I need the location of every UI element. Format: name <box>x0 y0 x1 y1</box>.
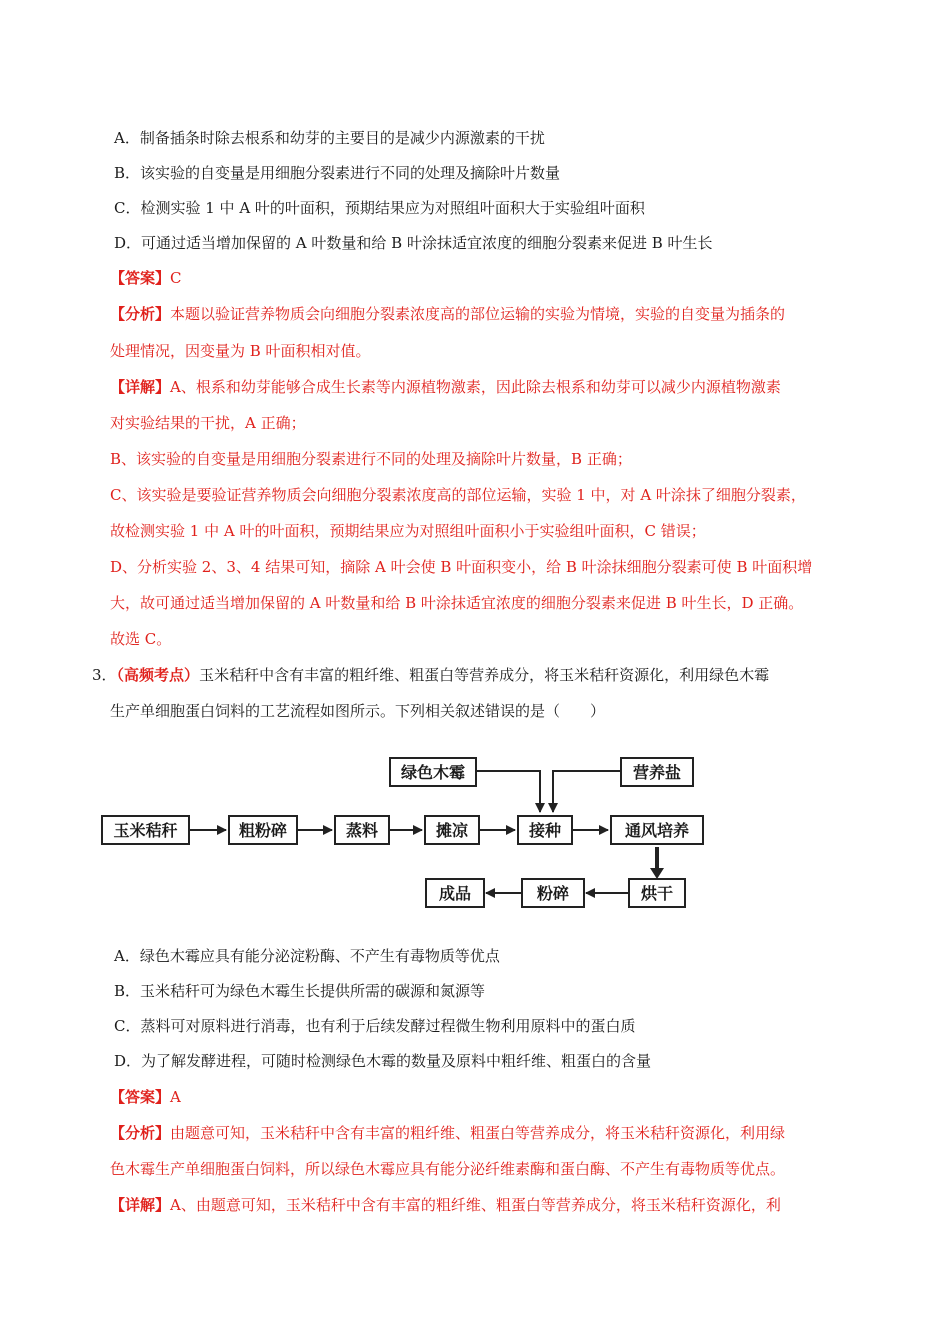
q3-option-a: A．绿色木霉应具有能分泌淀粉酶、不产生有毒物质等优点 <box>114 947 500 965</box>
q3-analysis-line-2: 色木霉生产单细胞蛋白饲料，所以绿色木霉应具有能分泌纤维素酶和蛋白酶、不产生有毒物质等优点。 <box>110 1160 786 1178</box>
detail-text: A、根系和幼芽能够合成生长素等内源植物激素，因此除去根系和幼芽可以减少内源植物激素 <box>170 378 781 396</box>
box-coarse-crush: 粗粉碎 <box>228 815 298 845</box>
q2-option-b: B．该实验的自变量是用细胞分裂素进行不同的处理及摘除叶片数量 <box>114 164 561 182</box>
q2-detail-line-3: B、该实验的自变量是用细胞分裂素进行不同的处理及摘除叶片数量，B 正确； <box>110 450 632 468</box>
box-corn-stalk: 玉米秸秆 <box>101 815 190 845</box>
answer-value: A <box>170 1088 181 1106</box>
q2-detail-line-4: C、该实验是要验证营养物质会向细胞分裂素浓度高的部位运输，实验 1 中，对 A 叶涂抹了细胞分裂素， <box>110 486 806 504</box>
box-product: 成品 <box>425 878 485 908</box>
box-nutrient-salt: 营养盐 <box>620 757 694 787</box>
box-dry: 烘干 <box>628 878 686 908</box>
answer-value: C <box>170 269 182 287</box>
detail-tag: 【详解】 <box>110 1196 171 1214</box>
analysis-text: 由题意可知，玉米秸秆中含有丰富的粗纤维、粗蛋白等营养成分，将玉米秸秆资源化，利用绿 <box>170 1124 786 1142</box>
q2-detail-line-7: 大，故可通过适当增加保留的 A 叶数量和给 B 叶涂抹适宜浓度的细胞分裂素来促进 B 叶生长，D 正确。 <box>110 594 804 612</box>
q3-option-c: C．蒸料可对原料进行消毒，也有利于后续发酵过程微生物利用原料中的蛋白质 <box>114 1017 636 1035</box>
q3-option-b: B．玉米秸秆可为绿色木霉生长提供所需的碳源和氮源等 <box>114 982 486 1000</box>
q3-option-d: D．为了解发酵进程，可随时检测绿色木霉的数量及原料中粗纤维、粗蛋白的含量 <box>114 1052 652 1070</box>
box-green-mold: 绿色木霉 <box>389 757 477 787</box>
q3-analysis-line-1 <box>110 1123 785 1143</box>
q2-option-a: A．制备插条时除去根系和幼芽的主要目的是减少内源激素的干扰 <box>114 129 545 147</box>
box-inoculate: 接种 <box>517 815 573 845</box>
arrow-salt-to-inoculate <box>553 771 620 812</box>
box-steam: 蒸料 <box>334 815 390 845</box>
q3-stem-line-2: 生产单细胞蛋白饲料的工艺流程如图所示。下列相关叙述错误的是（ ） <box>110 702 606 720</box>
q3-answer <box>110 1087 181 1107</box>
stem-text: 玉米秸秆中含有丰富的粗纤维、粗蛋白等营养成分，将玉米秸秆资源化，利用绿色木霉 <box>199 666 770 684</box>
detail-tag: 【详解】 <box>110 378 171 396</box>
q2-analysis-line-2: 处理情况，因变量为 B 叶面积相对值。 <box>110 342 371 360</box>
arrow-green-mold-to-inoculate <box>476 771 540 812</box>
answer-tag: 【答案】 <box>110 269 171 287</box>
q2-detail-line-6: D、分析实验 2、3、4 结果可知，摘除 A 叶会使 B 叶面积变小，给 B 叶涂抹细胞分裂素可使 B 叶面积增 <box>110 558 813 576</box>
box-grind: 粉碎 <box>521 878 585 908</box>
box-ventilate-culture: 通风培养 <box>610 815 704 845</box>
q2-option-d: D．可通过适当增加保留的 A 叶数量和给 B 叶涂抹适宜浓度的细胞分裂素来促进 B 叶生长 <box>114 234 713 252</box>
box-cool: 摊凉 <box>424 815 480 845</box>
frequent-topic-badge: （高频考点） <box>116 666 200 684</box>
q2-detail-line-5: 故检测实验 1 中 A 叶的叶面积，预期结果应为对照组叶面积小于实验组叶面积，C 错误； <box>110 522 706 540</box>
detail-text: A、由题意可知，玉米秸秆中含有丰富的粗纤维、粗蛋白等营养成分，将玉米秸秆资源化，利 <box>170 1196 781 1214</box>
question-number: 3． <box>92 666 117 684</box>
analysis-tag: 【分析】 <box>110 1124 171 1142</box>
q3-detail-line-1 <box>110 1195 781 1215</box>
analysis-text: 本题以验证营养物质会向细胞分裂素浓度高的部位运输的实验为情境，实验的自变量为插条的 <box>170 305 786 323</box>
q2-detail-line-8: 故选 C。 <box>110 630 172 648</box>
q2-option-c: C．检测实验 1 中 A 叶的叶面积，预期结果应为对照组叶面积大于实验组叶面积 <box>114 199 645 217</box>
q2-detail-line-2: 对实验结果的干扰，A 正确； <box>110 414 306 432</box>
answer-tag: 【答案】 <box>110 1088 171 1106</box>
analysis-tag: 【分析】 <box>110 305 171 323</box>
